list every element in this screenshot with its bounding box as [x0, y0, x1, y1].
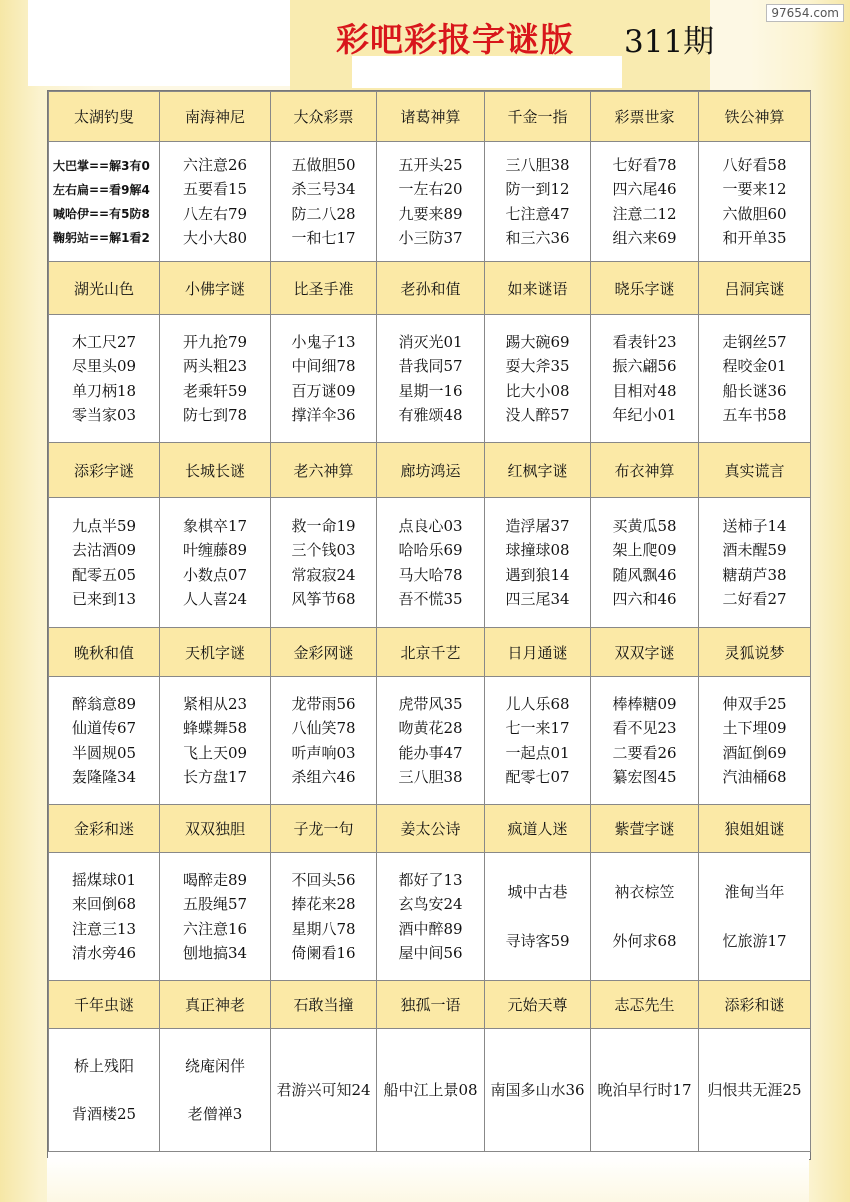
puzzle-line: 九要来89 [398, 204, 463, 223]
puzzle-line: 七注意47 [505, 204, 570, 223]
puzzle-cell [485, 1029, 591, 1152]
header-row [49, 443, 811, 498]
puzzle-line: 哈哈乐69 [398, 541, 463, 559]
column-header: 比圣手准 [271, 262, 377, 315]
puzzle-cell [160, 1029, 271, 1152]
puzzle-line: 五要看15 [182, 180, 248, 198]
puzzle-line: 棒棒糖09 [612, 694, 677, 713]
column-header: 元始天尊 [485, 981, 591, 1029]
puzzle-line: 二好看27 [722, 590, 787, 608]
puzzle-line: 百万谜09 [291, 381, 356, 400]
puzzle-table [48, 91, 811, 1152]
puzzle-cell [591, 1029, 699, 1152]
column-header: 小佛字谜 [160, 262, 271, 315]
puzzle-cell [271, 1029, 377, 1152]
column-header: 真正神老 [160, 981, 271, 1029]
puzzle-line: 踢大碗69 [505, 332, 570, 351]
column-header: 添彩字谜 [49, 443, 160, 498]
puzzle-cell [49, 315, 160, 443]
puzzle-line: 星期一16 [398, 381, 463, 400]
puzzle-line: 八仙笑78 [291, 719, 356, 737]
column-header: 疯道人迷 [485, 805, 591, 853]
spacer [591, 905, 698, 929]
puzzle-line: 救一命19 [291, 516, 356, 535]
content-row [49, 315, 811, 443]
puzzle-line: 去沽酒09 [71, 541, 137, 559]
column-header: 太湖钓叟 [49, 92, 160, 142]
puzzle-line: 木工尺27 [71, 332, 137, 351]
puzzle-line: 三八胆38 [398, 768, 463, 786]
puzzle-line: 屋中间56 [398, 944, 463, 962]
puzzle-line: 开九抢79 [182, 332, 248, 351]
puzzle-line: 没人醉57 [505, 406, 570, 424]
puzzle-line: 一起点01 [505, 743, 570, 762]
puzzle-line: 星期八78 [291, 919, 356, 938]
puzzle-line: 能办事47 [398, 743, 463, 762]
puzzle-line: 一要来12 [722, 180, 787, 198]
puzzle-line: 点良心03 [398, 516, 463, 535]
puzzle-line: 大小大80 [182, 229, 248, 247]
puzzle-line: 清水旁46 [71, 944, 137, 962]
puzzle-line: 注意二12 [612, 204, 677, 223]
puzzle-line: 买黄瓜58 [612, 516, 677, 535]
puzzle-line: 南国多山水36 [490, 1080, 585, 1099]
column-header: 石敢当撞 [271, 981, 377, 1029]
puzzle-line: 耍大斧35 [505, 357, 570, 375]
puzzle-line: 五开头25 [398, 155, 463, 174]
puzzle-cell [591, 677, 699, 805]
puzzle-line: 和开单35 [722, 229, 787, 247]
puzzle-line: 振六翩56 [612, 357, 677, 375]
puzzle-line: 老乘轩59 [182, 381, 248, 400]
puzzle-line: 淮甸当年 [724, 883, 785, 901]
column-header: 千金一指 [485, 92, 591, 142]
puzzle-line: 六注意16 [182, 919, 248, 938]
header-row [49, 805, 811, 853]
puzzle-line: 船长谜36 [722, 381, 787, 400]
puzzle-line: 注意三13 [71, 919, 137, 938]
column-header: 红枫字谜 [485, 443, 591, 498]
spacer [160, 1078, 270, 1102]
puzzle-line: 吻黄花28 [398, 719, 463, 737]
puzzle-line: 送柿子14 [722, 516, 787, 535]
puzzle-cell [160, 677, 271, 805]
puzzle-cell [49, 853, 160, 981]
content-row [49, 853, 811, 981]
puzzle-line: 醉翁意89 [71, 694, 137, 713]
column-header: 吕洞宾谜 [699, 262, 811, 315]
puzzle-line: 轰隆隆34 [71, 768, 137, 786]
puzzle-line: 酒未醒59 [722, 541, 787, 559]
puzzle-line: 球撞球08 [505, 541, 570, 559]
puzzle-line: 长方盘17 [182, 768, 248, 786]
puzzle-line: 防一到12 [505, 180, 570, 198]
page-title: 彩吧彩报字谜版 [336, 20, 574, 59]
puzzle-line: 程咬金01 [722, 357, 787, 375]
puzzle-line: 小数点07 [182, 565, 248, 584]
column-header: 紫萱字谜 [591, 805, 699, 853]
column-header: 湖光山色 [49, 262, 160, 315]
puzzle-cell [160, 498, 271, 628]
puzzle-cell [377, 853, 485, 981]
puzzle-line: 昔我同57 [398, 357, 463, 375]
puzzle-line: 桥上残阳 [73, 1056, 134, 1075]
puzzle-line: 都好了13 [398, 870, 463, 889]
puzzle-cell [699, 1029, 811, 1152]
puzzle-line: 倚阑看16 [291, 944, 356, 962]
column-header: 灵狐说梦 [699, 628, 811, 677]
column-header: 布衣神算 [591, 443, 699, 498]
puzzle-line: 已来到13 [71, 590, 137, 608]
puzzle-line: 小三防37 [398, 229, 463, 247]
puzzle-line: 糖葫芦38 [722, 565, 787, 584]
puzzle-cell [591, 142, 699, 262]
blank-area-left [28, 0, 290, 86]
column-header: 姜太公诗 [377, 805, 485, 853]
column-header: 天机字谜 [160, 628, 271, 677]
puzzle-cell [377, 142, 485, 262]
puzzle-cell [377, 315, 485, 443]
spacer [699, 905, 810, 929]
puzzle-line: 玄鸟安24 [398, 895, 463, 913]
puzzle-line: 吾不慌35 [398, 590, 463, 608]
column-header: 铁公神算 [699, 92, 811, 142]
puzzle-line: 常寂寂24 [291, 565, 356, 584]
puzzle-cell [49, 677, 160, 805]
column-header: 大众彩票 [271, 92, 377, 142]
puzzle-line: 城中古巷 [507, 883, 568, 901]
puzzle-line: 叶缠藤89 [182, 541, 248, 559]
puzzle-cell [160, 315, 271, 443]
puzzle-line: 五车书58 [722, 406, 787, 424]
column-header: 南海神尼 [160, 92, 271, 142]
puzzle-line: 寻诗客59 [505, 931, 570, 950]
header-row [49, 628, 811, 677]
puzzle-cell [699, 142, 811, 262]
column-header: 晓乐字谜 [591, 262, 699, 315]
puzzle-line: 四三尾34 [505, 590, 570, 608]
column-header: 双双字谜 [591, 628, 699, 677]
puzzle-line: 四六和46 [612, 590, 677, 608]
puzzle-line: 一和七17 [291, 229, 356, 247]
puzzle-line: 七一来17 [505, 719, 570, 737]
puzzle-line: 摇煤球01 [71, 870, 137, 889]
puzzle-line: 年纪小01 [612, 406, 677, 424]
puzzle-line: 蜂蝶舞58 [182, 719, 248, 737]
puzzle-line: 七好看78 [612, 155, 677, 174]
puzzle-line: 六做胆60 [722, 204, 787, 223]
column-header: 添彩和谜 [699, 981, 811, 1029]
puzzle-cell [377, 1029, 485, 1152]
column-header: 金彩和迷 [49, 805, 160, 853]
column-header: 双双独胆 [160, 805, 271, 853]
puzzle-line: 小鬼子13 [291, 332, 356, 351]
site-watermark[interactable]: 97654.com [766, 4, 844, 22]
puzzle-line: 看不见23 [612, 719, 677, 737]
puzzle-line: 三八胆38 [505, 155, 570, 174]
content-row [49, 1029, 811, 1152]
puzzle-line: 配零五05 [71, 565, 137, 584]
puzzle-cell [377, 677, 485, 805]
puzzle-line: 喝醉走89 [182, 870, 248, 889]
puzzle-line: 组六来69 [612, 229, 677, 247]
puzzle-line: 五股绳57 [182, 895, 248, 913]
column-header: 北京千艺 [377, 628, 485, 677]
header-row [49, 981, 811, 1029]
puzzle-line: 四六尾46 [612, 180, 677, 198]
column-header: 诸葛神算 [377, 92, 485, 142]
puzzle-line: 撑洋伞36 [291, 406, 356, 424]
puzzle-line: 风筝节68 [291, 590, 356, 608]
puzzle-line: 纂宏图45 [612, 768, 677, 786]
puzzle-line: 飞上天09 [182, 743, 248, 762]
puzzle-cell [160, 853, 271, 981]
puzzle-cell [271, 853, 377, 981]
sheet-bottom-fade [47, 1158, 809, 1202]
puzzle-line: 半圆规05 [71, 743, 137, 762]
column-header: 千年虫谜 [49, 981, 160, 1029]
puzzle-line: 大巴掌==解3有0 [53, 158, 150, 173]
puzzle-cell [271, 498, 377, 628]
content-row [49, 498, 811, 628]
puzzle-cell [699, 498, 811, 628]
puzzle-line: 绕庵闲伴 [184, 1056, 245, 1075]
column-header: 独孤一语 [377, 981, 485, 1029]
puzzle-cell [271, 315, 377, 443]
column-header: 晚秋和值 [49, 628, 160, 677]
puzzle-line: 八好看58 [722, 155, 787, 174]
spacer [485, 905, 590, 929]
puzzle-line: 比大小08 [505, 381, 570, 400]
puzzle-line: 和三六36 [505, 229, 570, 247]
puzzle-cell [271, 142, 377, 262]
puzzle-cell [160, 142, 271, 262]
column-header: 如来谜语 [485, 262, 591, 315]
puzzle-line: 土下埋09 [722, 719, 787, 737]
header-row [49, 92, 811, 142]
puzzle-line: 人人喜24 [182, 590, 248, 608]
issue-number: 311期 [624, 24, 715, 60]
puzzle-line: 造浮屠37 [505, 516, 570, 535]
puzzle-line: 船中江上景08 [383, 1080, 478, 1099]
puzzle-line: 有雅颂48 [398, 406, 463, 424]
content-row [49, 142, 811, 262]
puzzle-line: 随风飘46 [612, 565, 677, 584]
puzzle-line: 看表针23 [612, 332, 677, 351]
puzzle-cell [485, 677, 591, 805]
puzzle-line: 六注意26 [182, 155, 248, 174]
puzzle-line: 外何求68 [612, 931, 677, 950]
content-row [49, 677, 811, 805]
column-header: 狼姐姐谜 [699, 805, 811, 853]
puzzle-line: 五做胆50 [291, 155, 356, 174]
puzzle-cell [485, 315, 591, 443]
puzzle-cell [591, 315, 699, 443]
puzzle-line: 中间细78 [291, 357, 356, 375]
puzzle-line: 单刀柄18 [71, 381, 137, 400]
puzzle-line: 仙道传67 [71, 719, 137, 737]
puzzle-line: 架上爬09 [612, 541, 677, 559]
puzzle-cell [699, 315, 811, 443]
puzzle-line: 二要看26 [612, 743, 677, 762]
column-header: 日月通谜 [485, 628, 591, 677]
column-header: 彩票世家 [591, 92, 699, 142]
puzzle-line: 三个钱03 [291, 541, 356, 559]
puzzle-line: 晚泊早行时17 [597, 1080, 692, 1099]
puzzle-line: 背酒楼25 [71, 1105, 137, 1123]
column-header: 老孙和值 [377, 262, 485, 315]
puzzle-line: 君游兴可知24 [276, 1080, 371, 1099]
column-header: 金彩网谜 [271, 628, 377, 677]
puzzle-line: 忆旅游17 [722, 931, 787, 950]
puzzle-line: 酒中醉89 [398, 919, 463, 938]
puzzle-line: 零当家03 [71, 406, 137, 424]
column-header: 长城长谜 [160, 443, 271, 498]
puzzle-line: 象棋卒17 [182, 516, 248, 535]
puzzle-line: 捧花来28 [291, 895, 356, 913]
puzzle-line: 马大哈78 [398, 565, 463, 584]
puzzle-line: 消灭光01 [398, 332, 463, 351]
puzzle-cell [485, 142, 591, 262]
puzzle-cell [591, 498, 699, 628]
column-header: 真实谎言 [699, 443, 811, 498]
puzzle-line: 左右扁==看9解4 [53, 182, 150, 197]
column-header: 志忑先生 [591, 981, 699, 1029]
puzzle-line: 目相对48 [612, 381, 677, 400]
puzzle-cell [485, 853, 591, 981]
puzzle-line: 伸双手25 [722, 694, 787, 713]
puzzle-line: 不回头56 [291, 870, 356, 889]
puzzle-cell [377, 498, 485, 628]
puzzle-line: 两头粗23 [182, 357, 248, 375]
puzzle-cell [49, 498, 160, 628]
puzzle-line: 鞠躬站==解1看2 [53, 230, 150, 245]
header-row [49, 262, 811, 315]
puzzle-line: 老僧禅3 [187, 1105, 243, 1123]
puzzle-line: 八左右79 [182, 204, 248, 223]
column-header: 子龙一句 [271, 805, 377, 853]
puzzle-line: 杀三号34 [291, 180, 356, 198]
puzzle-line: 一左右20 [398, 180, 463, 198]
puzzle-line: 儿人乐68 [505, 694, 570, 713]
puzzle-line: 衲衣棕笠 [614, 883, 675, 901]
puzzle-line: 刨地搞34 [182, 944, 248, 962]
column-header: 廊坊鸿运 [377, 443, 485, 498]
puzzle-line: 酒缸倒69 [722, 743, 787, 762]
spacer [49, 1078, 159, 1102]
puzzle-line: 紧相从23 [182, 694, 248, 713]
puzzle-sheet [47, 90, 811, 1160]
puzzle-line: 来回倒68 [71, 895, 137, 913]
puzzle-cell [49, 1029, 160, 1152]
column-header: 老六神算 [271, 443, 377, 498]
puzzle-line: 尽里头09 [71, 357, 137, 375]
puzzle-cell [49, 142, 160, 262]
puzzle-line: 听声响03 [291, 743, 356, 762]
puzzle-line: 配零七07 [505, 768, 570, 786]
puzzle-line: 归恨共无涯25 [707, 1080, 802, 1099]
puzzle-line: 喊哈伊==有5防8 [53, 206, 150, 221]
puzzle-line: 汽油桶68 [722, 768, 787, 786]
puzzle-line: 九点半59 [71, 516, 137, 535]
puzzle-cell [699, 853, 811, 981]
puzzle-cell [699, 677, 811, 805]
puzzle-cell [485, 498, 591, 628]
puzzle-line: 虎带风35 [398, 694, 463, 713]
puzzle-line: 杀组六46 [291, 768, 356, 786]
puzzle-line: 走钢丝57 [722, 332, 787, 351]
puzzle-line: 遇到狼14 [505, 565, 570, 584]
puzzle-line: 龙带雨56 [291, 694, 356, 713]
puzzle-cell [591, 853, 699, 981]
puzzle-line: 防七到78 [182, 406, 248, 424]
puzzle-line: 防二八28 [291, 204, 356, 223]
puzzle-cell [271, 677, 377, 805]
